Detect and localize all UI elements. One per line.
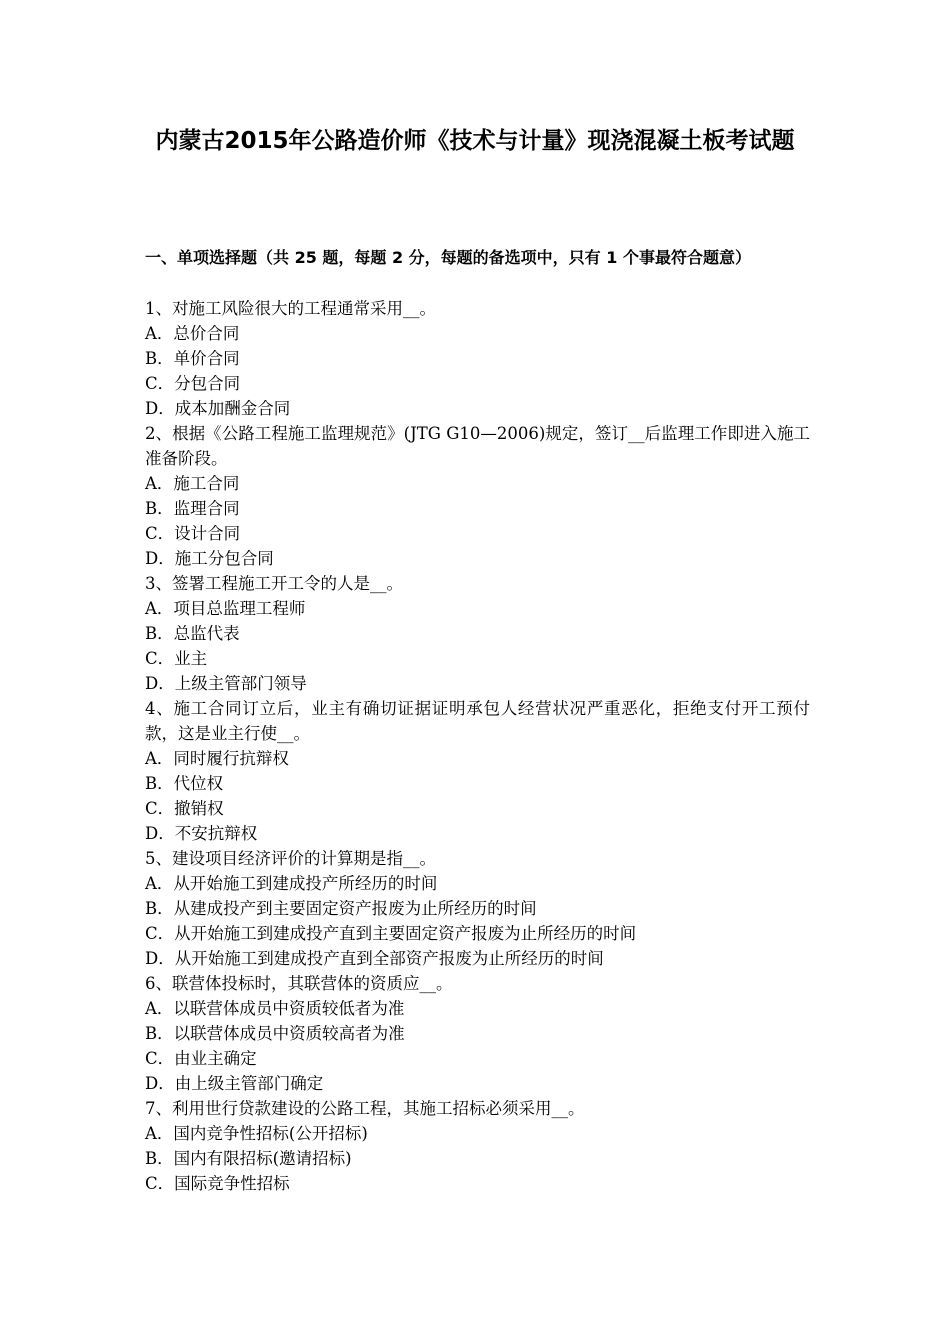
answer-option: C．分包合同 bbox=[145, 374, 241, 393]
answer-option: A．同时履行抗辩权 bbox=[145, 749, 289, 768]
answer-option: D．上级主管部门领导 bbox=[145, 674, 307, 693]
answer-option: B．总监代表 bbox=[145, 624, 240, 643]
question-block bbox=[145, 571, 810, 696]
answer-option: D．成本加酬金合同 bbox=[145, 399, 291, 418]
answer-option: B．单价合同 bbox=[145, 349, 240, 368]
answer-option: C．设计合同 bbox=[145, 524, 241, 543]
section-heading: 一、单项选择题（共 25 题，每题 2 分，每题的备选项中，只有 1 个事最符合题意） bbox=[145, 248, 751, 267]
question-stem: 3、签署工程施工开工令的人是__。 bbox=[145, 574, 403, 593]
question-stem: 7、利用世行贷款建设的公路工程，其施工招标必须采用__。 bbox=[145, 1099, 585, 1118]
answer-option: A．从开始施工到建成投产所经历的时间 bbox=[145, 874, 438, 893]
answer-option: A．施工合同 bbox=[145, 474, 240, 493]
answer-option: D．从开始施工到建成投产直到全部资产报废为止所经历的时间 bbox=[145, 949, 604, 968]
answer-option: B．从建成投产到主要固定资产报废为止所经历的时间 bbox=[145, 899, 537, 918]
answer-option: D．施工分包合同 bbox=[145, 549, 274, 568]
question-stem: 1、对施工风险很大的工程通常采用__。 bbox=[145, 299, 436, 318]
answer-option: A．以联营体成员中资质较低者为准 bbox=[145, 999, 405, 1018]
question-stem: 4、施工合同订立后，业主有确切证据证明承包人经营状况严重恶化，拒绝支付开工预付款，这是业主行使__。 bbox=[145, 699, 810, 743]
answer-option: D．不安抗辩权 bbox=[145, 824, 258, 843]
document-title: 内蒙古2015年公路造价师《技术与计量》现浇混凝土板考试题 bbox=[155, 128, 795, 154]
answer-option: A．项目总监理工程师 bbox=[145, 599, 306, 618]
question-block bbox=[145, 696, 810, 846]
answer-option: C．国际竞争性招标 bbox=[145, 1174, 290, 1193]
answer-option: D．由上级主管部门确定 bbox=[145, 1074, 324, 1093]
answer-option: C．从开始施工到建成投产直到主要固定资产报废为止所经历的时间 bbox=[145, 924, 637, 943]
answer-option: C．撤销权 bbox=[145, 799, 224, 818]
question-block bbox=[145, 421, 810, 571]
question-stem: 6、联营体投标时，其联营体的资质应__。 bbox=[145, 974, 453, 993]
question-list bbox=[145, 296, 810, 1196]
answer-option: C．业主 bbox=[145, 649, 208, 668]
question-block bbox=[145, 296, 810, 421]
question-stem: 2、根据《公路工程施工监理规范》(JTG G10—2006)规定，签订__后监理工作即进入施工准备阶段。 bbox=[145, 424, 810, 468]
question-block bbox=[145, 846, 810, 971]
question-stem: 5、建设项目经济评价的计算期是指__。 bbox=[145, 849, 436, 868]
question-block bbox=[145, 1096, 810, 1196]
answer-option: A．国内竞争性招标(公开招标) bbox=[145, 1124, 368, 1143]
answer-option: B．监理合同 bbox=[145, 499, 240, 518]
answer-option: C．由业主确定 bbox=[145, 1049, 257, 1068]
answer-option: B．代位权 bbox=[145, 774, 224, 793]
answer-option: A．总价合同 bbox=[145, 324, 240, 343]
answer-option: B．国内有限招标(邀请招标) bbox=[145, 1149, 352, 1168]
answer-option: B．以联营体成员中资质较高者为准 bbox=[145, 1024, 405, 1043]
question-block bbox=[145, 971, 810, 1096]
